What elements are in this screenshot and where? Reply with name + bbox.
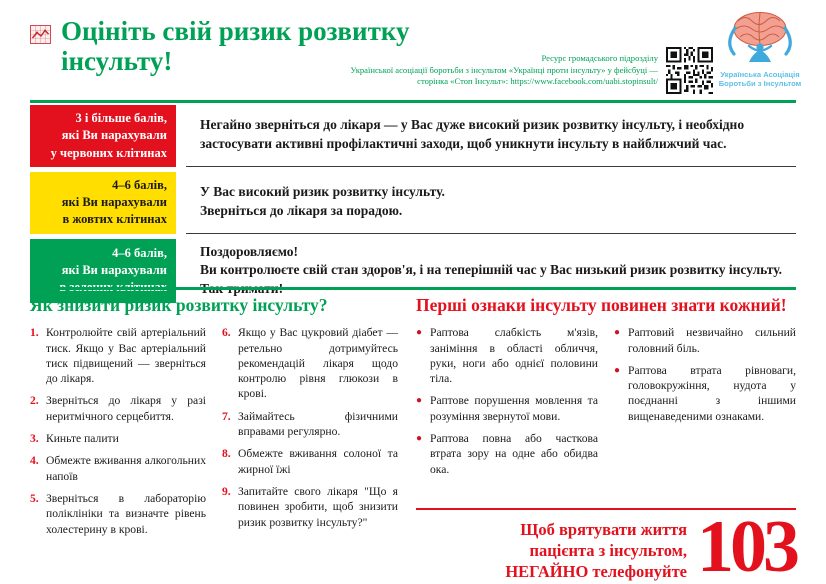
uabi-logo	[714, 8, 806, 89]
emergency-call-block	[416, 505, 796, 584]
score-advice-green: Поздоровляємо! Ви контролюєте свій стан здоров'я, і на теперішній час у Вас низький ризик розвитку інсульту.	[200, 243, 783, 278]
list-item: 1. Контролюйте свій артеріальний тиск. Якщо у Вас артеріальний тиск підвищений — зверніться до лікаря.	[30, 326, 206, 386]
score-row-green	[30, 239, 796, 304]
emergency-call-text: Щоб врятувати життя пацієнта з інсультом, НЕГАЙНО телефонуйте	[505, 519, 687, 581]
score-row-red	[30, 105, 796, 167]
brain-logo-graphic	[716, 8, 804, 64]
list-item: 4. Обмежте вживання алкогольних напоїв	[30, 454, 206, 483]
resource-note	[350, 53, 658, 88]
logo-caption-line2: Боротьби з Інсультом	[718, 79, 802, 89]
score-advice-yellow: У Вас високий ризик розвитку інсульту. Зверніться до лікаря за порадою.	[186, 172, 796, 234]
score-label-yellow: 4–6 балів, які Ви нарахували в жовтих клітинах	[30, 172, 176, 234]
reduce-risk-section	[30, 296, 398, 584]
first-signs-heading: Перші ознаки інсульту повинен знати кожний!	[416, 295, 787, 315]
bullet-icon: ●	[416, 395, 423, 407]
list-item: 6. Якщо у Вас цукровий діабет — ретельно дотримуйтесь рекомендацій лікаря щодо контролю рівня глюкози в крові.	[222, 326, 398, 401]
bullet-icon: ●	[416, 433, 423, 445]
list-item: 3. Киньте палити	[30, 432, 119, 446]
bullet-icon: ●	[416, 327, 423, 339]
list-item: ● Раптова втрата рівноваги, головокружіння, нудота у поєднанні з іншими вищенаведеними ознаками.	[614, 363, 796, 423]
resource-note-line: Ресурс громадського підрозділу	[541, 53, 658, 63]
list-item: 9. Запитайте свого лікаря "Що я повинен зробити, щоб знизити ризик розвитку інсульту?"	[222, 484, 398, 529]
qr-code	[666, 47, 713, 94]
reduce-risk-heading: Як знизити ризик розвитку інсульту?	[30, 295, 328, 315]
top-green-rule	[30, 100, 796, 103]
resource-note-line: Української асоціації боротьби з інсультом «Українці проти інсульту» у фейсбуці —	[350, 64, 658, 75]
reduce-risk-col2	[222, 325, 398, 544]
score-advice-red: Негайно зверніться до лікаря — у Вас дуже високий ризик розвитку інсульту, і необхідно застосувати активні профілактичні заходи, щоб уникнути інсульту в найближчий час.	[186, 105, 796, 167]
list-item: ● Раптова повна або часткова втрата зору на одне або обидва ока.	[416, 432, 598, 476]
bottom-green-rule	[30, 287, 796, 290]
list-item: ● Раптове порушення мовлення та розуміння звернутої мови.	[416, 394, 598, 423]
score-label-red: 3 і більше балів, які Ви нарахували у червоних клітинах	[30, 105, 176, 167]
first-signs-col2	[614, 325, 796, 484]
list-item: 5. Зверніться в лабораторію поліклініки та визначте рівень холестерину в крові.	[30, 491, 206, 536]
bullet-icon: ●	[614, 364, 621, 376]
first-signs-section	[416, 296, 796, 584]
score-row-yellow	[30, 172, 796, 234]
list-item: 8. Обмежте вживання солоної та жирної їжі	[222, 447, 398, 476]
page-title-line2: інсульту!	[61, 46, 173, 77]
score-label-green: 4–6 балів, які Ви нарахували	[30, 239, 176, 304]
reduce-risk-col1	[30, 325, 206, 544]
resource-note-line: сторінка «Стоп Інсульт»: https://www.facebook.com/uabi.stopinsult/	[417, 76, 658, 87]
page-title-line1: Оцініть свій ризик розвитку	[61, 16, 410, 46]
list-item: 7. Займайтесь фізичними вправами регулярно.	[222, 409, 398, 439]
logo-caption	[714, 70, 806, 89]
logo-caption-line1: Українська Асоціація	[720, 70, 800, 79]
first-signs-col1	[416, 325, 598, 484]
bullet-icon: ●	[614, 327, 621, 339]
chart-icon	[30, 25, 51, 44]
list-item: ● Раптовий незвичайно сильний головний біль.	[614, 326, 796, 355]
list-item: 2. Зверніться до лікаря у разі неритмічного серцебиття.	[30, 394, 206, 423]
score-table	[30, 105, 796, 308]
list-item: ● Раптова слабкість м'язів, заніміння в області обличчя, руки, ноги або однієї половини тіла.	[416, 326, 598, 386]
emergency-number: 103	[697, 505, 796, 584]
lower-section	[30, 296, 796, 584]
